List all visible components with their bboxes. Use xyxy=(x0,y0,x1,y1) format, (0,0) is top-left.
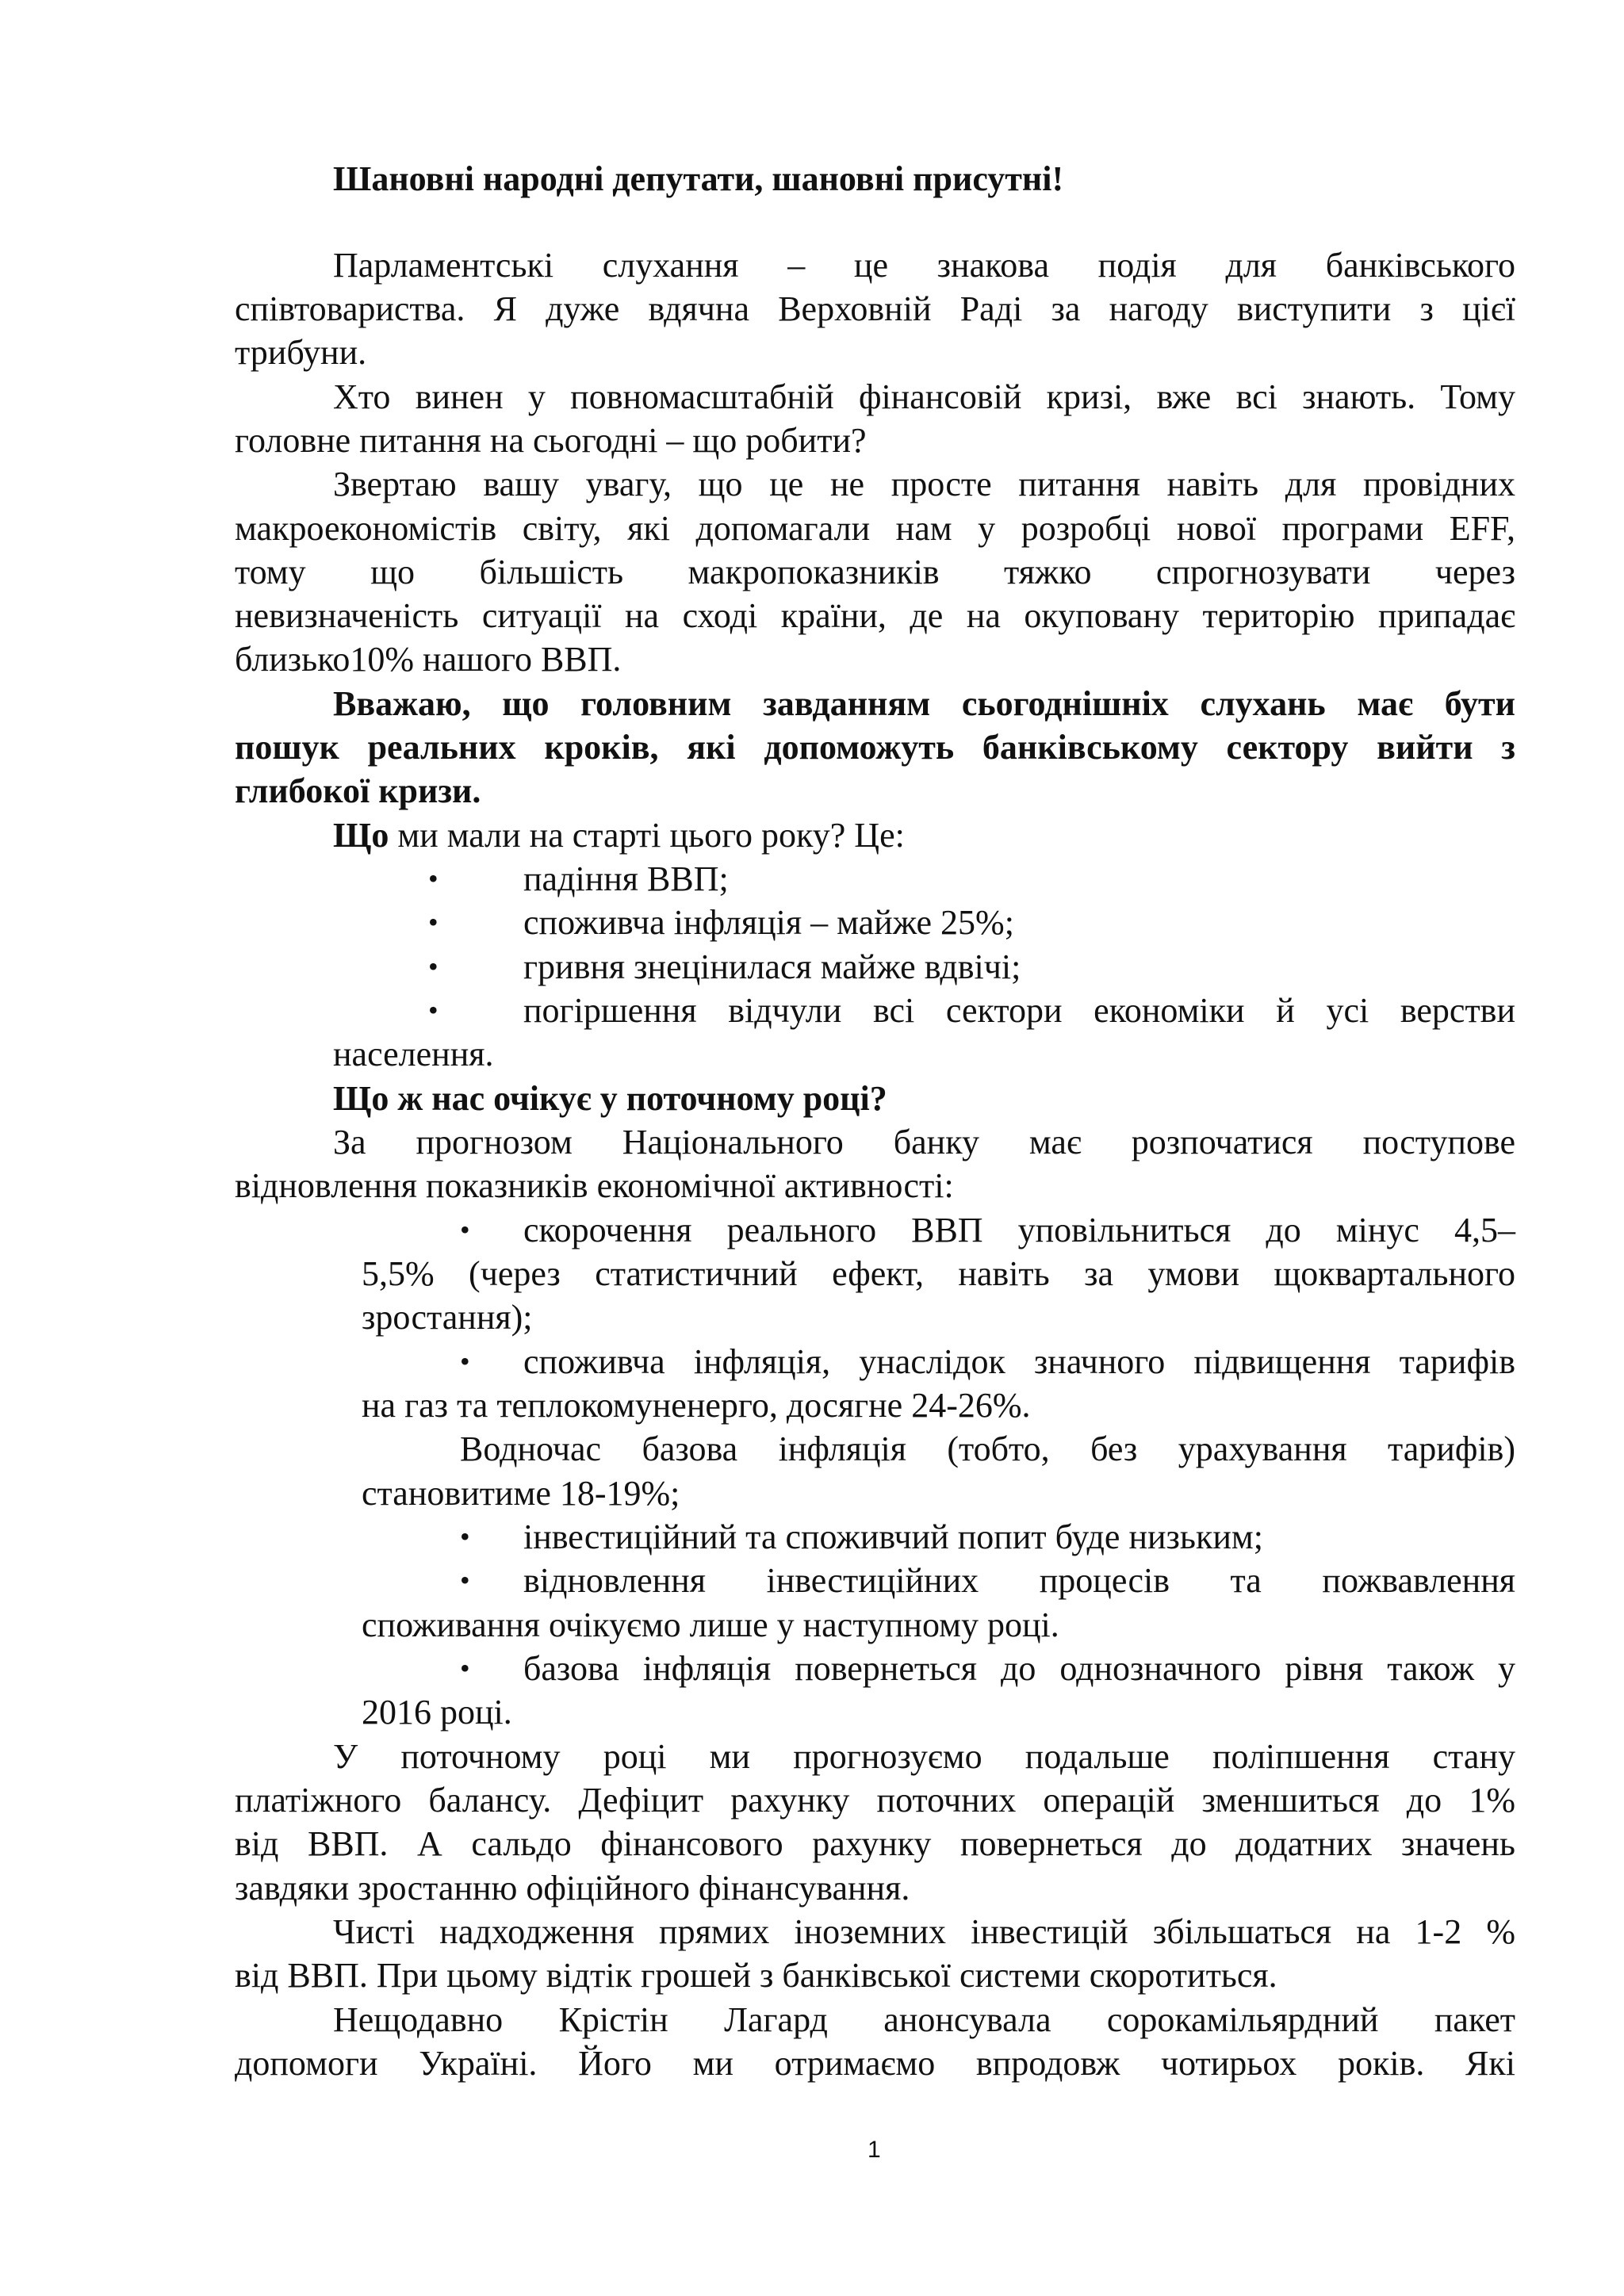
paragraph-line: відновлення показників економічної активності: xyxy=(235,1166,954,1205)
bullet-icon: • xyxy=(460,1521,470,1552)
paragraph-line: близько10% нашого ВВП. xyxy=(235,640,622,679)
paragraph-line: становитиме 18-19%; xyxy=(362,1474,680,1513)
bullet-item: на газ та теплокомуненерго, досягне 24-26%. xyxy=(362,1386,1031,1425)
paragraph-line: трибуни. xyxy=(235,333,367,372)
paragraph-line: Водночас базова інфляція (тобто, без урахування тарифів) xyxy=(460,1429,1515,1468)
paragraph-line: від ВВП. При цьому відтік грошей з банківської системи скоротиться. xyxy=(235,1956,1277,1995)
bold-paragraph-line: пошук реальних кроків, які допоможуть банківському сектору вийти з xyxy=(235,728,1515,767)
section-heading: Що ж нас очікує у поточному році? xyxy=(333,1079,887,1118)
paragraph-line: За прогнозом Національного банку має розпочатися поступове xyxy=(333,1123,1515,1161)
bullet-item: зростання); xyxy=(362,1298,533,1337)
bullet-item: споживча інфляція – майже 25%; xyxy=(523,903,1014,942)
bullet-icon: • xyxy=(428,951,439,982)
paragraph-line: допомоги Україні. Його ми отримаємо впродовж чотирьох років. Які xyxy=(235,2044,1515,2083)
bullet-item: погіршення відчули всі сектори економіки й усі верстви xyxy=(523,991,1515,1030)
paragraph-line: співтовариства. Я дуже вдячна Верховній Раді за нагоду виступити з цієї xyxy=(235,289,1515,328)
bullet-item: падіння ВВП; xyxy=(523,859,729,898)
paragraph-line: завдяки зростанню офіційного фінансування. xyxy=(235,1869,910,1908)
bullet-item-continuation: населення. xyxy=(333,1035,494,1073)
paragraph-line xyxy=(333,813,905,857)
bullet-item: 2016 році. xyxy=(362,1693,512,1732)
bold-paragraph-line: глибокої кризи. xyxy=(235,771,481,810)
paragraph-line: тому що більшість макропоказників тяжко спрогнозувати через xyxy=(235,553,1515,591)
paragraph-line: головне питання на сьогодні – що робити? xyxy=(235,421,867,460)
paragraph-line: Парламентські слухання – це знакова подія для банківського xyxy=(333,246,1515,285)
greeting-heading: Шановні народні депутати, шановні присутні! xyxy=(333,159,1064,198)
bold-word: Що xyxy=(333,816,389,855)
paragraph-text: ми мали на старті цього року? Це: xyxy=(389,816,905,855)
paragraph-line: Чисті надходження прямих іноземних інвестицій збільшаться на 1-2 % xyxy=(333,1912,1515,1951)
paragraph-line: Звертаю вашу увагу, що це не просте питання навіть для провідних xyxy=(333,465,1515,503)
bullet-icon: • xyxy=(460,1564,470,1596)
paragraph-line: від ВВП. А сальдо фінансового рахунку повернеться до додатних значень xyxy=(235,1824,1515,1863)
bullet-item: скорочення реального ВВП уповільниться до мінус 4,5– xyxy=(523,1211,1515,1249)
paragraph-line: У поточному році ми прогнозуємо подальше поліпшення стану xyxy=(333,1737,1515,1776)
paragraph-line: Хто винен у повномасштабній фінансовій кризі, вже всі знають. Тому xyxy=(333,377,1515,416)
bullet-item: базова інфляція повернеться до однозначного рівня також у xyxy=(523,1649,1515,1688)
paragraph-line: Нещодавно Крістін Лагард анонсувала сорокамільярдний пакет xyxy=(333,2000,1515,2039)
bullet-icon: • xyxy=(460,1652,470,1684)
bullet-item: інвестиційний та споживчий попит буде низьким; xyxy=(523,1517,1263,1556)
bullet-icon: • xyxy=(460,1345,470,1377)
bullet-item: 5,5% (через статистичний ефект, навіть за умови щоквартального xyxy=(362,1254,1515,1293)
bullet-item: відновлення інвестиційних процесів та пожвавлення xyxy=(523,1561,1515,1600)
bullet-item: гривня знецінилася майже вдвічі; xyxy=(523,947,1021,986)
bold-paragraph-line: Вважаю, що головним завданням сьогоднішніх слухань має бути xyxy=(333,684,1515,723)
paragraph-line: невизначеність ситуації на сході країни, де на окуповану територію припадає xyxy=(235,596,1515,635)
page-number: 1 xyxy=(868,2137,881,2163)
bullet-icon: • xyxy=(428,906,439,938)
bullet-item: споживча інфляція, унаслідок значного підвищення тарифів xyxy=(523,1342,1515,1381)
paragraph-line: макроекономістів світу, які допомагали нам у розробці нової програми EFF, xyxy=(235,509,1515,548)
bullet-item: споживання очікуємо лише у наступному році. xyxy=(362,1605,1059,1644)
bullet-icon: • xyxy=(460,1214,470,1246)
bullet-icon: • xyxy=(428,994,439,1026)
bullet-icon: • xyxy=(428,863,439,894)
paragraph-line: платіжного балансу. Дефіцит рахунку поточних операцій зменшиться до 1% xyxy=(235,1781,1515,1820)
